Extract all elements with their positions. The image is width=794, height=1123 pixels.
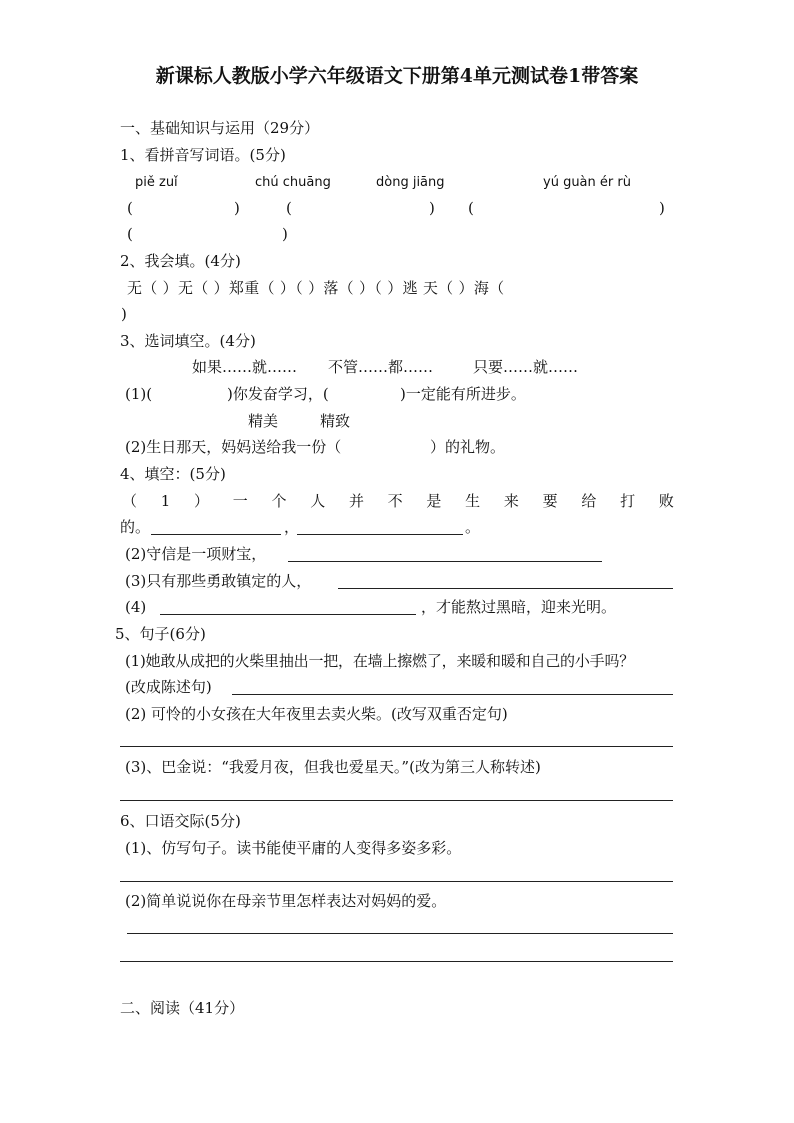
answer-line[interactable]	[127, 933, 673, 934]
q5-sentence-1-note: (改成陈述句)	[125, 678, 212, 696]
q2-fill-line-end: )	[121, 305, 127, 323]
q3-sentence-1-b: )你发奋学习，(	[227, 385, 329, 403]
q6-sentence-1: (1)、仿写句子。读书能使平庸的人变得多姿多彩。	[125, 839, 462, 857]
q4-char: 打	[620, 492, 636, 510]
answer-box-2-open: (	[286, 199, 292, 217]
q4-sentence-3: (3)只有那些勇敢镇定的人，	[125, 572, 312, 590]
q4-sentence-2: (2)守信是一项财宝，	[125, 545, 267, 563]
q4-sentence-1-end: 的。	[120, 518, 151, 536]
q4-char: 个	[271, 492, 287, 510]
q4-char: 要	[542, 492, 558, 510]
q3-sentence-2-a: (2)生日那天，妈妈送给我一份（	[125, 438, 342, 456]
page-title: 新课标人教版小学六年级语文下册第4单元测试卷1带答案	[155, 65, 639, 87]
q3-option-3: 只要……就……	[473, 358, 579, 376]
q4-char: 生	[465, 492, 481, 510]
q3-sentence-1-c: )一定能有所进步。	[400, 385, 526, 403]
q5-sentence-1: (1)她敢从成把的火柴里抽出一把，在墙上擦燃了，来暖和暖和自己的小手吗？	[125, 652, 635, 670]
q4-comma: ，	[284, 518, 300, 536]
q4-char: 人	[310, 492, 326, 510]
q4-char: 败	[658, 492, 674, 510]
answer-box-4-close: )	[282, 225, 288, 243]
pinyin-1: piě zuǐ	[135, 175, 178, 190]
q4-char: 是	[426, 492, 442, 510]
answer-line[interactable]	[120, 961, 673, 962]
pinyin-3: dòng jiāng	[376, 175, 445, 190]
q3-option-1: 如果……就……	[192, 358, 298, 376]
q3-heading: 3、选词填空。(4分)	[120, 332, 256, 350]
q4-sentence-4-b: ，才能熬过黑暗，迎来光明。	[421, 598, 617, 616]
answer-box-3-open: (	[468, 199, 474, 217]
q4-period: 。	[465, 518, 481, 536]
answer-line[interactable]	[120, 881, 673, 882]
answer-box-3-close: )	[659, 199, 665, 217]
answer-box-4-open: (	[127, 225, 133, 243]
q6-heading: 6、口语交际(5分)	[120, 812, 241, 830]
q4-char: 1	[160, 492, 171, 510]
answer-line[interactable]	[120, 800, 673, 801]
answer-line[interactable]	[160, 614, 416, 615]
q3-sentence-2-b: ）的礼物。	[430, 438, 506, 456]
answer-line[interactable]	[120, 746, 673, 747]
pinyin-4: yú guàn ér rù	[543, 175, 631, 190]
q6-sentence-2: (2)简单说说你在母亲节里怎样表达对妈妈的爱。	[125, 892, 447, 910]
q4-sentence-1	[122, 491, 674, 511]
q5-sentence-2: (2) 可怜的小女孩在大年夜里去卖火柴。(改写双重否定句)	[125, 705, 508, 723]
q4-char: 来	[503, 492, 519, 510]
q2-heading: 2、我会填。(4分)	[120, 252, 241, 270]
answer-box-2-close: )	[429, 199, 435, 217]
section-2-heading: 二、阅读（41分）	[120, 999, 245, 1017]
q1-heading: 1、看拼音写词语。(5分)	[120, 146, 286, 164]
q2-fill-line: 无（ ）无（ ）郑重（ ）（ ）落（ ）（ ）逃 天（ ）海（	[127, 279, 505, 297]
answer-line[interactable]	[232, 694, 673, 695]
answer-box-1-close: )	[234, 199, 240, 217]
q4-char: （	[122, 492, 138, 510]
q3-option-4: 精美	[248, 412, 279, 430]
answer-box-1-open: (	[127, 199, 133, 217]
q4-sentence-4-a: (4)	[125, 598, 147, 616]
q3-option-5: 精致	[320, 412, 351, 430]
pinyin-2: chú chuāng	[255, 175, 331, 190]
section-1-heading: 一、基础知识与运用（29分）	[120, 119, 320, 137]
q5-heading: 5、句子(6分)	[115, 625, 206, 643]
answer-line[interactable]	[338, 588, 673, 589]
answer-line[interactable]	[151, 534, 281, 535]
q4-char: 给	[581, 492, 597, 510]
q4-char: 并	[348, 492, 364, 510]
q5-sentence-3: (3)、巴金说：“我爱月夜，但我也爱星天。”(改为第三人称转述)	[125, 758, 541, 776]
answer-line[interactable]	[288, 561, 602, 562]
answer-line[interactable]	[297, 534, 463, 535]
q4-heading: 4、填空：(5分)	[120, 465, 226, 483]
q3-option-2: 不管……都……	[328, 358, 434, 376]
q3-sentence-1-a: (1)(	[125, 385, 153, 403]
q4-char: ）	[194, 492, 210, 510]
q4-char: 不	[387, 492, 403, 510]
q4-char: 一	[232, 492, 248, 510]
